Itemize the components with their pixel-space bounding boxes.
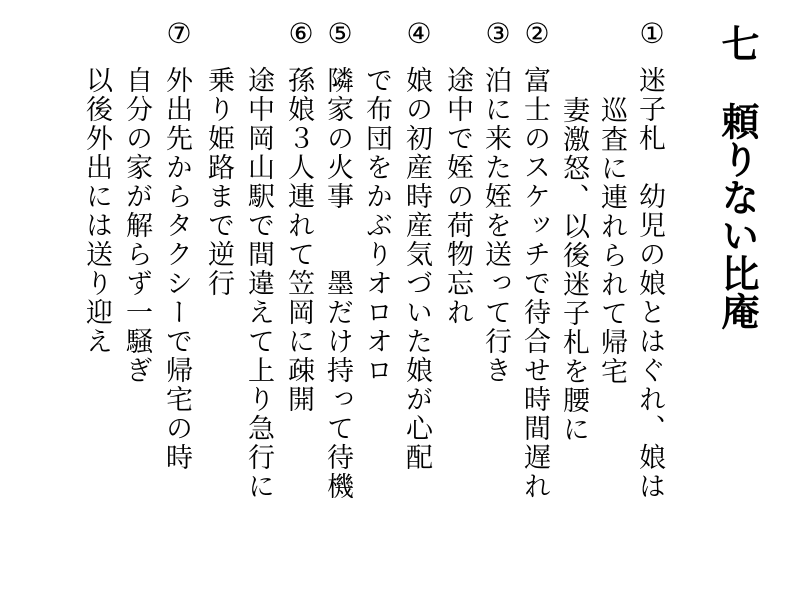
item-line: 途中で姪の荷物忘れ: [442, 66, 473, 327]
item-marker: ④: [406, 17, 432, 50]
item-marker: ①: [639, 17, 665, 50]
chapter-title: 頼りない比庵: [715, 102, 759, 330]
item-line: 巡査に連れられて帰宅: [596, 96, 627, 386]
item-line: 以後外出には送り迎え: [81, 66, 112, 356]
item-marker: ②: [524, 17, 550, 50]
item-line: 外出先からタクシーで帰宅の時: [161, 66, 192, 472]
item-line: 自分の家が解らず一騒ぎ: [121, 66, 152, 385]
item-line: 泊に来た姪を送って行き: [480, 66, 511, 385]
chapter-heading: [700, 24, 759, 330]
item-marker: ⑥: [288, 17, 314, 50]
item-marker: ⑦: [166, 17, 192, 50]
item-line: 途中岡山駅で間違えて上り急行に: [243, 66, 274, 501]
item-line: 隣家の火事 墨だけ持って待機: [322, 66, 353, 501]
item-line: 乗り姫路まで逆行: [203, 66, 234, 298]
item-line: 富士のスケッチで待合せ時間遅れ: [519, 66, 550, 501]
item-marker: ③: [485, 17, 511, 50]
item-line: 孫娘３人連れて笠岡に疎開: [283, 66, 314, 414]
item-marker: ⑤: [327, 17, 353, 50]
item-line: 娘の初産時産気づいた娘が心配: [401, 66, 432, 472]
item-line: で布団をかぶりオロオロ: [361, 66, 392, 385]
item-line: 妻激怒、以後迷子札を腰に: [558, 96, 589, 444]
item-line: 迷子札 幼児の娘とはぐれ、娘は: [634, 66, 665, 501]
chapter-number: 七: [715, 24, 759, 62]
